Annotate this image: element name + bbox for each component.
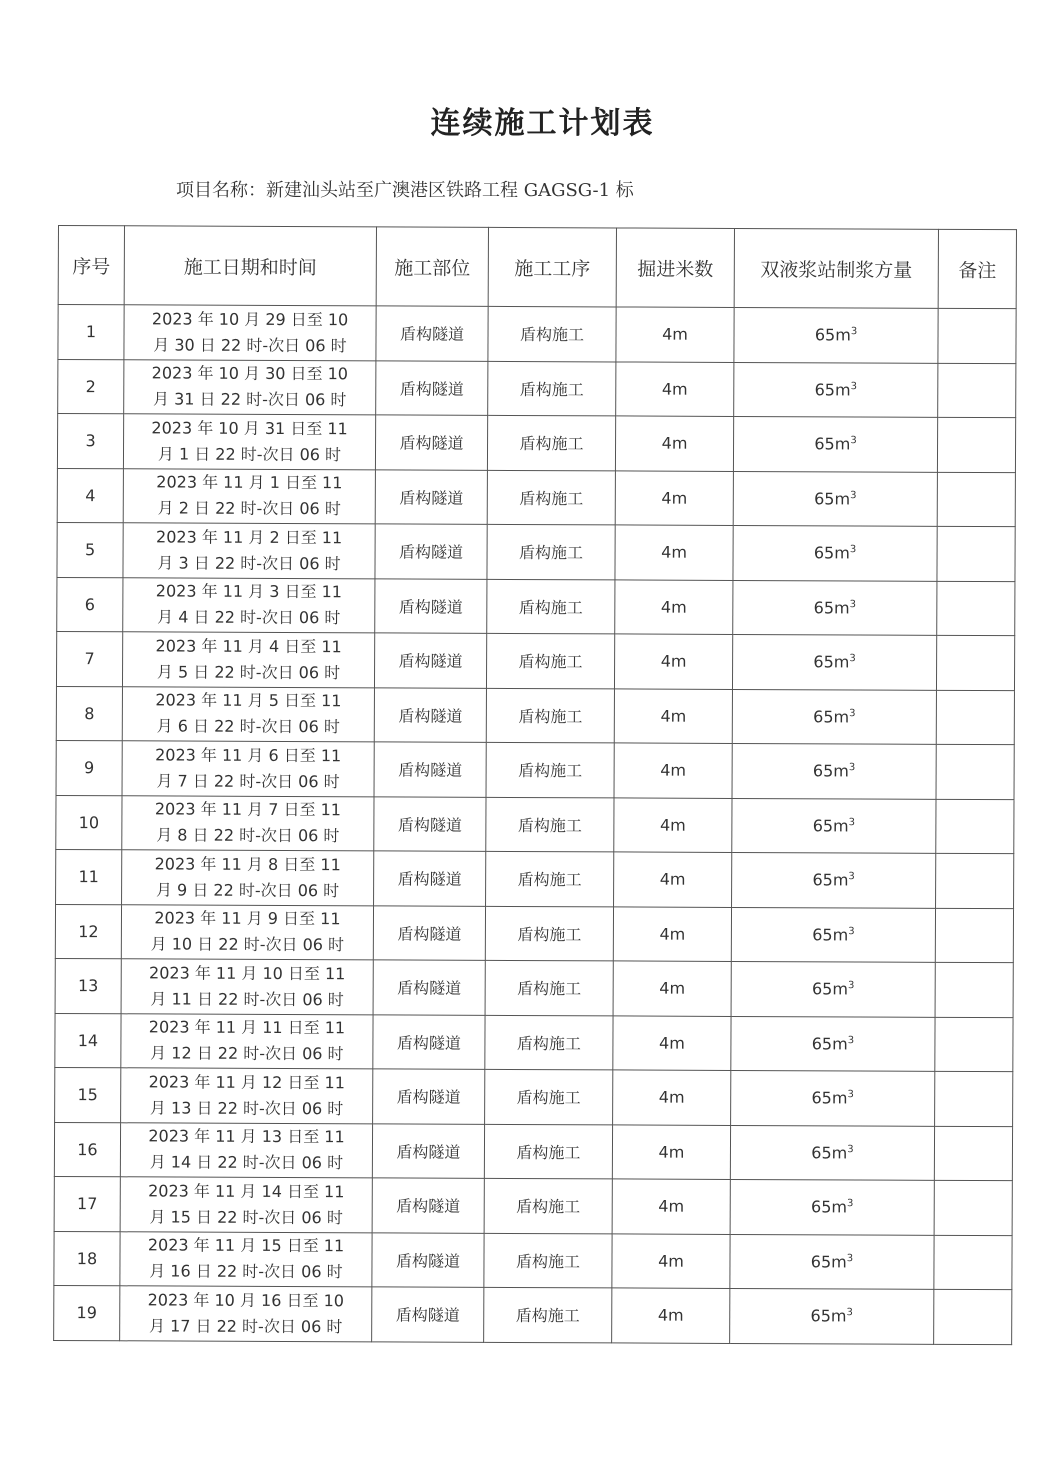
cell-datetime xyxy=(123,577,375,633)
cell-datetime xyxy=(121,959,373,1015)
cell-process: 盾构施工 xyxy=(486,633,614,688)
cell-volume xyxy=(731,1016,935,1071)
volume-unit-power: 3 xyxy=(847,1143,854,1155)
cell-datetime xyxy=(120,1122,372,1178)
datetime-line-1: 2023 年 11 月 15 日至 11 xyxy=(147,1235,345,1256)
cell-part: 盾构隧道 xyxy=(374,796,486,851)
table-body xyxy=(54,305,1017,1345)
table-row xyxy=(57,522,1015,581)
header-meters: 掘进米数 xyxy=(616,228,734,308)
cell-meters: 4m xyxy=(616,307,734,362)
volume-unit-power: 3 xyxy=(847,980,855,992)
volume-value: 65m xyxy=(811,1197,848,1217)
cell-remark xyxy=(936,635,1014,690)
datetime-line-2: 月 31 日 22 时-次日 06 时 xyxy=(153,389,347,410)
cell-remark xyxy=(935,908,1013,963)
volume-value: 65m xyxy=(812,870,849,890)
cell-process: 盾构施工 xyxy=(486,797,614,852)
cell-process: 盾构施工 xyxy=(487,415,615,470)
datetime-line-2: 月 12 日 22 时-次日 06 时 xyxy=(150,1043,344,1064)
table-row xyxy=(57,577,1015,636)
cell-no: 12 xyxy=(55,904,121,959)
cell-process: 盾构施工 xyxy=(488,361,616,416)
cell-meters: 4m xyxy=(615,579,733,634)
table-row xyxy=(58,305,1016,364)
datetime-line-2: 月 9 日 22 时-次日 06 时 xyxy=(155,880,340,900)
cell-remark xyxy=(936,799,1014,854)
datetime-line-1: 2023 年 11 月 4 日至 11 xyxy=(155,636,342,656)
volume-value: 65m xyxy=(810,1306,847,1326)
datetime-line-2: 月 17 日 22 时-次日 06 时 xyxy=(148,1316,343,1337)
cell-volume xyxy=(730,1288,934,1343)
cell-meters: 4m xyxy=(615,525,733,580)
cell-datetime xyxy=(120,1177,372,1233)
cell-remark xyxy=(936,853,1014,908)
cell-part: 盾构隧道 xyxy=(374,742,486,797)
cell-remark xyxy=(938,308,1016,363)
datetime-line-2: 月 4 日 22 时-次日 06 时 xyxy=(157,607,341,628)
table-header-row xyxy=(58,226,1016,309)
cell-remark xyxy=(935,962,1013,1017)
cell-meters: 4m xyxy=(613,1015,731,1070)
cell-datetime xyxy=(122,686,374,742)
cell-meters: 4m xyxy=(613,1070,731,1125)
datetime-line-1: 2023 年 11 月 11 日至 11 xyxy=(148,1017,346,1038)
cell-part: 盾构隧道 xyxy=(373,1014,485,1069)
datetime-line-1: 2023 年 11 月 3 日至 11 xyxy=(155,581,343,602)
cell-no: 1 xyxy=(58,305,124,360)
cell-part: 盾构隧道 xyxy=(374,687,486,742)
volume-unit-power: 3 xyxy=(850,489,857,501)
cell-meters: 4m xyxy=(614,743,732,798)
project-line xyxy=(176,176,634,202)
datetime-line-2: 月 11 日 22 时-次日 06 时 xyxy=(150,989,344,1010)
cell-datetime xyxy=(121,1068,373,1124)
volume-unit-power: 3 xyxy=(849,598,857,610)
volume-unit-power: 3 xyxy=(846,1307,853,1319)
cell-part: 盾构隧道 xyxy=(372,1232,484,1287)
datetime-line-1: 2023 年 10 月 29 日至 10 xyxy=(151,309,349,330)
datetime-line-2: 月 2 日 22 时-次日 06 时 xyxy=(157,498,341,519)
table-row xyxy=(57,414,1015,473)
cell-datetime xyxy=(120,1231,372,1287)
datetime-line-1: 2023 年 11 月 5 日至 11 xyxy=(155,690,342,711)
datetime-line-1: 2023 年 11 月 12 日至 11 xyxy=(148,1072,345,1093)
datetime-line-2: 月 16 日 22 时-次日 06 时 xyxy=(149,1261,343,1282)
table-row xyxy=(56,849,1014,908)
table-row xyxy=(56,795,1014,854)
cell-remark xyxy=(937,417,1015,472)
volume-value: 65m xyxy=(811,1088,848,1108)
cell-remark xyxy=(934,1180,1012,1235)
datetime-line-2: 月 6 日 22 时-次日 06 时 xyxy=(156,716,340,737)
cell-process: 盾构施工 xyxy=(487,579,615,634)
header-volume: 双液浆站制浆方量 xyxy=(734,228,938,308)
cell-volume xyxy=(734,362,938,417)
datetime-line-2: 月 30 日 22 时-次日 06 时 xyxy=(153,335,347,356)
cell-process: 盾构施工 xyxy=(485,1069,613,1124)
cell-no: 8 xyxy=(56,686,122,741)
table-row xyxy=(56,631,1014,690)
volume-value: 65m xyxy=(814,434,851,454)
table-row xyxy=(55,1013,1013,1072)
datetime-line-2: 月 5 日 22 时-次日 06 时 xyxy=(156,662,341,682)
cell-part: 盾构隧道 xyxy=(375,578,487,633)
cell-no: 6 xyxy=(57,577,123,632)
volume-unit-power: 3 xyxy=(848,816,856,828)
table-row xyxy=(54,1176,1012,1235)
cell-part: 盾构隧道 xyxy=(373,905,485,960)
cell-remark xyxy=(938,363,1016,418)
cell-meters: 4m xyxy=(613,906,731,961)
header-no: 序号 xyxy=(58,226,124,305)
volume-unit-power: 3 xyxy=(847,1034,855,1046)
cell-meters: 4m xyxy=(614,797,732,852)
cell-volume xyxy=(730,1234,934,1289)
cell-datetime xyxy=(122,741,374,797)
volume-unit-power: 3 xyxy=(848,762,856,774)
cell-meters: 4m xyxy=(616,361,734,416)
project-label: 项目名称： xyxy=(176,180,266,201)
cell-volume xyxy=(731,961,935,1016)
cell-datetime xyxy=(123,523,375,579)
cell-remark xyxy=(936,690,1014,745)
volume-unit-power: 3 xyxy=(848,871,855,883)
datetime-line-1: 2023 年 11 月 9 日至 11 xyxy=(154,908,341,929)
cell-volume xyxy=(731,907,935,962)
cell-process: 盾构施工 xyxy=(484,1287,612,1342)
cell-volume xyxy=(733,525,937,580)
table-row xyxy=(54,1285,1012,1344)
cell-no: 11 xyxy=(56,849,122,904)
volume-value: 65m xyxy=(812,816,849,836)
header-part: 施工部位 xyxy=(376,227,488,306)
cell-part: 盾构隧道 xyxy=(374,633,486,688)
table-row xyxy=(56,740,1014,799)
cell-no: 17 xyxy=(54,1176,120,1231)
cell-no: 19 xyxy=(54,1285,120,1340)
cell-meters: 4m xyxy=(612,1179,730,1234)
cell-datetime xyxy=(121,904,373,960)
volume-value: 65m xyxy=(814,325,851,345)
datetime-line-2: 月 7 日 22 时-次日 06 时 xyxy=(156,771,340,791)
cell-remark xyxy=(934,1289,1012,1344)
datetime-line-1: 2023 年 11 月 14 日至 11 xyxy=(148,1181,345,1202)
cell-volume xyxy=(730,1179,934,1234)
cell-volume xyxy=(732,852,936,907)
cell-part: 盾构隧道 xyxy=(376,360,488,415)
datetime-line-1: 2023 年 11 月 2 日至 11 xyxy=(156,527,343,547)
table-row xyxy=(55,1067,1013,1126)
volume-value: 65m xyxy=(812,925,849,945)
cell-no: 7 xyxy=(56,631,122,686)
volume-value: 65m xyxy=(814,489,851,509)
datetime-line-1: 2023 年 10 月 30 日至 10 xyxy=(151,363,349,384)
cell-part: 盾构隧道 xyxy=(373,1069,485,1124)
project-name: 新建汕头站至广澳港区铁路工程 GAGSG-1 标 xyxy=(266,180,634,201)
cell-part: 盾构隧道 xyxy=(375,524,487,579)
datetime-line-1: 2023 年 11 月 6 日至 11 xyxy=(155,745,342,765)
volume-unit-power: 3 xyxy=(847,1089,854,1101)
datetime-line-1: 2023 年 11 月 10 日至 11 xyxy=(149,963,346,984)
cell-no: 10 xyxy=(56,795,122,850)
cell-volume xyxy=(732,634,936,689)
cell-remark xyxy=(934,1235,1012,1290)
cell-datetime xyxy=(120,1286,372,1342)
volume-unit-power: 3 xyxy=(849,707,856,719)
volume-value: 65m xyxy=(811,979,848,999)
volume-unit-power: 3 xyxy=(849,544,857,556)
cell-meters: 4m xyxy=(612,1288,730,1343)
cell-remark xyxy=(937,526,1015,581)
cell-process: 盾构施工 xyxy=(484,1233,612,1288)
cell-process: 盾构施工 xyxy=(487,470,615,525)
cell-process: 盾构施工 xyxy=(488,306,616,361)
cell-no: 14 xyxy=(55,1013,121,1068)
cell-meters: 4m xyxy=(614,634,732,689)
cell-meters: 4m xyxy=(614,852,732,907)
cell-process: 盾构施工 xyxy=(484,1178,612,1233)
cell-part: 盾构隧道 xyxy=(372,1123,484,1178)
datetime-line-1: 2023 年 10 月 16 日至 10 xyxy=(147,1290,345,1311)
volume-value: 65m xyxy=(811,1034,848,1054)
datetime-line-1: 2023 年 11 月 7 日至 11 xyxy=(154,799,342,820)
cell-remark xyxy=(937,581,1015,636)
datetime-line-2: 月 14 日 22 时-次日 06 时 xyxy=(149,1152,344,1173)
volume-value: 65m xyxy=(810,1252,847,1272)
cell-volume xyxy=(733,580,937,635)
cell-volume xyxy=(734,307,938,362)
datetime-line-1: 2023 年 11 月 1 日至 11 xyxy=(156,472,343,493)
datetime-line-1: 2023 年 10 月 31 日至 11 xyxy=(151,418,348,439)
cell-part: 盾构隧道 xyxy=(375,415,487,470)
cell-datetime xyxy=(122,850,374,906)
cell-volume xyxy=(733,471,937,526)
cell-meters: 4m xyxy=(614,688,732,743)
table-row xyxy=(54,1122,1012,1181)
cell-remark xyxy=(935,1017,1013,1072)
cell-process: 盾构施工 xyxy=(485,960,613,1015)
cell-part: 盾构隧道 xyxy=(374,851,486,906)
cell-no: 2 xyxy=(58,359,124,414)
volume-value: 65m xyxy=(813,707,850,727)
cell-no: 9 xyxy=(56,740,122,795)
volume-value: 65m xyxy=(813,652,850,672)
cell-datetime xyxy=(122,795,374,851)
volume-unit-power: 3 xyxy=(846,1252,854,1264)
table-row xyxy=(54,1231,1012,1290)
cell-no: 4 xyxy=(57,468,123,523)
table-row xyxy=(55,904,1013,963)
cell-process: 盾构施工 xyxy=(486,851,614,906)
cell-datetime xyxy=(123,468,375,524)
cell-remark xyxy=(936,744,1014,799)
cell-part: 盾构隧道 xyxy=(372,1287,484,1342)
cell-datetime xyxy=(124,305,376,361)
header-remark: 备注 xyxy=(938,229,1016,308)
table-row xyxy=(57,468,1015,527)
cell-process: 盾构施工 xyxy=(485,1015,613,1070)
table-row xyxy=(55,958,1013,1017)
volume-unit-power: 3 xyxy=(850,435,857,447)
cell-part: 盾构隧道 xyxy=(376,306,488,361)
cell-remark xyxy=(935,1071,1013,1126)
cell-remark xyxy=(934,1126,1012,1181)
cell-no: 16 xyxy=(54,1122,120,1177)
cell-no: 13 xyxy=(55,958,121,1013)
datetime-line-2: 月 10 日 22 时-次日 06 时 xyxy=(150,934,345,955)
table-row xyxy=(56,686,1014,745)
cell-no: 15 xyxy=(55,1067,121,1122)
cell-part: 盾构隧道 xyxy=(372,1178,484,1233)
cell-process: 盾构施工 xyxy=(487,524,615,579)
volume-unit-power: 3 xyxy=(849,653,856,665)
volume-value: 65m xyxy=(813,598,850,618)
cell-process: 盾构施工 xyxy=(484,1124,612,1179)
cell-no: 18 xyxy=(54,1231,120,1286)
cell-volume xyxy=(733,416,937,471)
cell-no: 5 xyxy=(57,522,123,577)
cell-meters: 4m xyxy=(612,1124,730,1179)
datetime-line-2: 月 1 日 22 时-次日 06 时 xyxy=(157,444,342,464)
construction-plan-table xyxy=(53,225,1017,1345)
cell-volume xyxy=(732,798,936,853)
cell-datetime xyxy=(121,1013,373,1069)
cell-process: 盾构施工 xyxy=(486,742,614,797)
volume-unit-power: 3 xyxy=(850,380,857,392)
volume-value: 65m xyxy=(814,380,851,400)
volume-unit-power: 3 xyxy=(850,326,858,338)
cell-no: 3 xyxy=(57,414,123,469)
datetime-line-1: 2023 年 11 月 13 日至 11 xyxy=(148,1126,345,1147)
cell-meters: 4m xyxy=(612,1233,730,1288)
cell-volume xyxy=(732,689,936,744)
datetime-line-2: 月 13 日 22 时-次日 06 时 xyxy=(149,1098,344,1119)
cell-process: 盾构施工 xyxy=(485,906,613,961)
datetime-line-2: 月 15 日 22 时-次日 06 时 xyxy=(149,1207,343,1228)
cell-volume xyxy=(731,1070,935,1125)
datetime-line-2: 月 8 日 22 时-次日 06 时 xyxy=(156,825,340,846)
cell-datetime xyxy=(124,359,376,415)
cell-remark xyxy=(937,472,1015,527)
cell-meters: 4m xyxy=(615,416,733,471)
volume-unit-power: 3 xyxy=(848,925,855,937)
cell-meters: 4m xyxy=(615,470,733,525)
cell-process: 盾构施工 xyxy=(486,688,614,743)
cell-part: 盾构隧道 xyxy=(373,960,485,1015)
header-process: 施工工序 xyxy=(488,227,616,307)
cell-datetime xyxy=(123,414,375,470)
volume-value: 65m xyxy=(813,543,850,563)
document-title: 连续施工计划表 xyxy=(430,106,655,141)
header-datetime: 施工日期和时间 xyxy=(124,226,376,306)
volume-value: 65m xyxy=(811,1143,848,1163)
cell-volume xyxy=(730,1125,934,1180)
volume-unit-power: 3 xyxy=(846,1198,854,1210)
datetime-line-2: 月 3 日 22 时-次日 06 时 xyxy=(157,553,341,573)
cell-meters: 4m xyxy=(613,961,731,1016)
table-row xyxy=(58,359,1016,418)
cell-volume xyxy=(732,743,936,798)
cell-datetime xyxy=(122,632,374,688)
cell-part: 盾构隧道 xyxy=(375,469,487,524)
datetime-line-1: 2023 年 11 月 8 日至 11 xyxy=(154,854,341,874)
volume-value: 65m xyxy=(812,761,849,781)
